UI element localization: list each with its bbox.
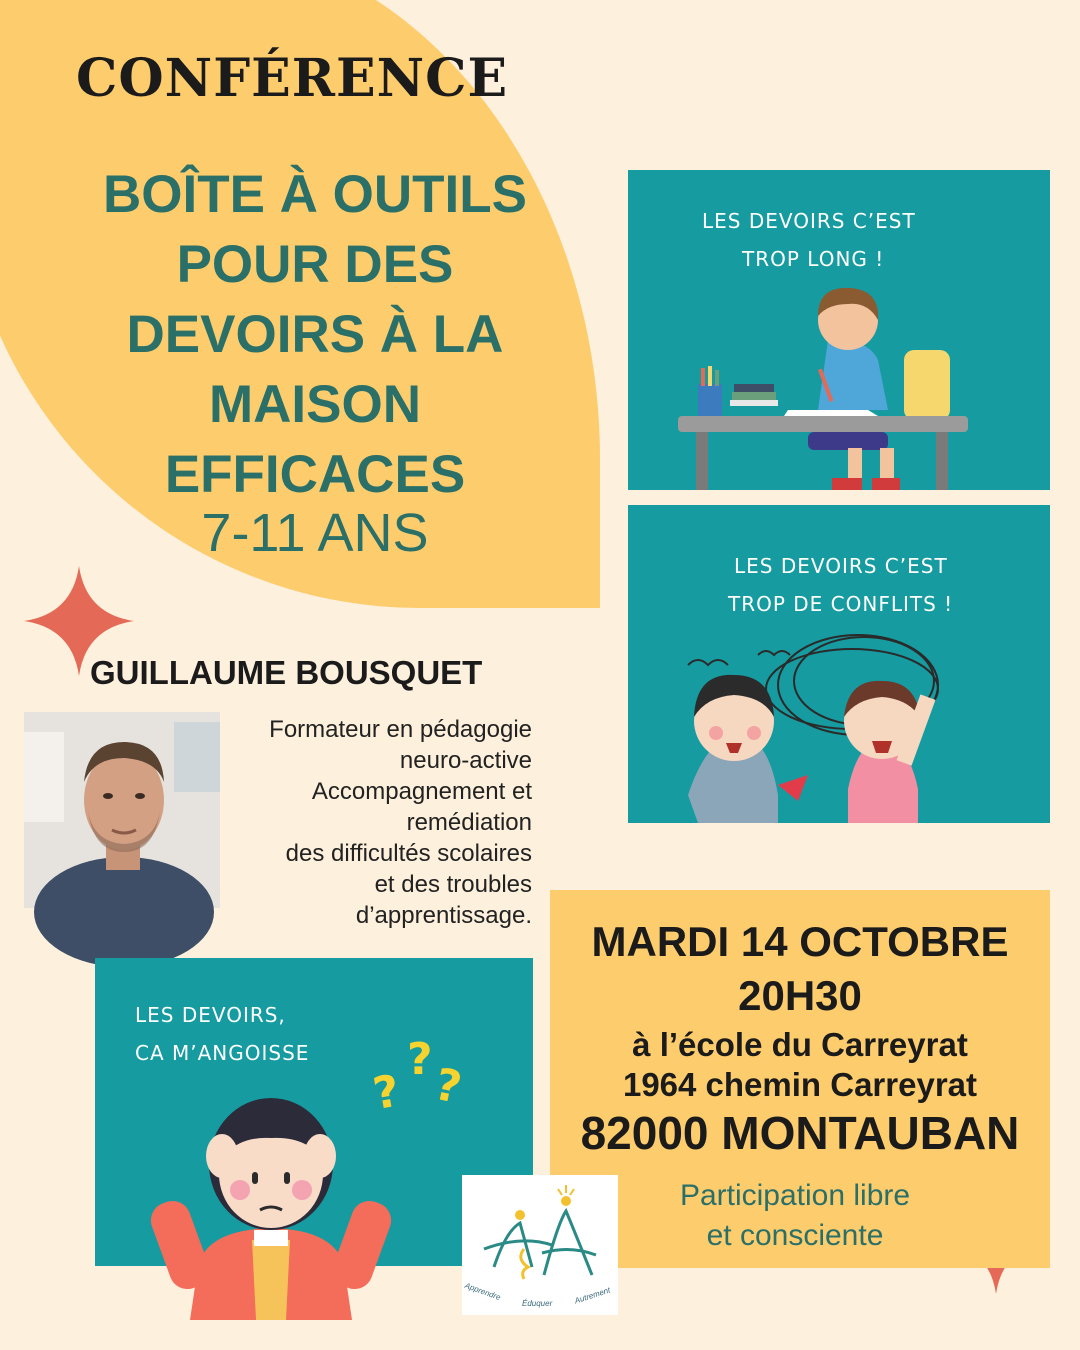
panel-caption: [135, 996, 309, 1072]
caption-line: LES DEVOIRS,: [135, 1003, 286, 1027]
svg-text:?: ?: [430, 1058, 466, 1115]
speaker-bio: [198, 714, 532, 931]
caption-line: CA M’ANGOISSE: [135, 1041, 310, 1065]
bio-line: Accompagnement et: [311, 778, 532, 805]
panel-caption: [728, 547, 953, 623]
title-line: EFFICACES: [164, 445, 466, 504]
speaker-name: GUILLAUME BOUSQUET: [90, 654, 483, 691]
bio-line: des difficultés scolaires: [285, 840, 532, 867]
boy-studying-illustration: [668, 280, 1028, 490]
arguing-kids-illustration: [668, 625, 988, 823]
homework-long-panel: [628, 170, 1050, 490]
title-line: DEVOIRS À LA: [126, 305, 504, 364]
panel-caption: [702, 202, 916, 278]
svg-text:?: ?: [407, 1034, 433, 1085]
note-line: Participation libre: [679, 1179, 911, 1212]
event-street: 1964 chemin Carreyrat: [622, 1066, 978, 1103]
caption-line: TROP DE CONFLITS !: [728, 592, 954, 616]
svg-text:?: ?: [369, 1065, 404, 1121]
title-line: MAISON: [209, 375, 421, 434]
logo-word: Apprendre: [463, 1280, 502, 1303]
conference-kicker: CONFÉRENCE: [76, 48, 509, 109]
bio-line: d’apprentissage.: [355, 902, 532, 929]
event-time: 20H30: [738, 972, 862, 1019]
event-details: [550, 890, 1050, 1268]
organization-logo: [462, 1175, 618, 1315]
homework-conflicts-panel: [628, 505, 1050, 823]
logo-word: Autrement: [573, 1285, 612, 1306]
event-venue: à l’école du Carreyrat: [632, 1026, 968, 1063]
note-line: et consciente: [706, 1219, 884, 1252]
bio-line: et des troubles: [374, 871, 532, 898]
speaker-photo: [24, 712, 220, 908]
bio-line: neuro-active: [399, 747, 532, 774]
age-range: 7-11 ANS: [201, 503, 429, 563]
event-city: 82000 MONTAUBAN: [580, 1107, 1020, 1159]
logo-word: Éduquer: [522, 1299, 553, 1308]
anxious-girl-illustration: [156, 1080, 386, 1320]
caption-line: TROP LONG !: [742, 247, 885, 271]
participation-note: [550, 1176, 1040, 1256]
title-line: POUR DES: [176, 235, 454, 294]
bio-line: Formateur en pédagogie: [269, 716, 532, 743]
caption-line: LES DEVOIRS C’EST: [702, 209, 916, 233]
title-line: BOÎTE À OUTILS: [103, 165, 527, 224]
conference-title: [40, 160, 590, 510]
question-marks-icon: [369, 1028, 473, 1121]
bio-line: remédiation: [406, 809, 532, 836]
event-date: MARDI 14 OCTOBRE: [591, 918, 1009, 965]
caption-line: LES DEVOIRS C’EST: [734, 554, 948, 578]
